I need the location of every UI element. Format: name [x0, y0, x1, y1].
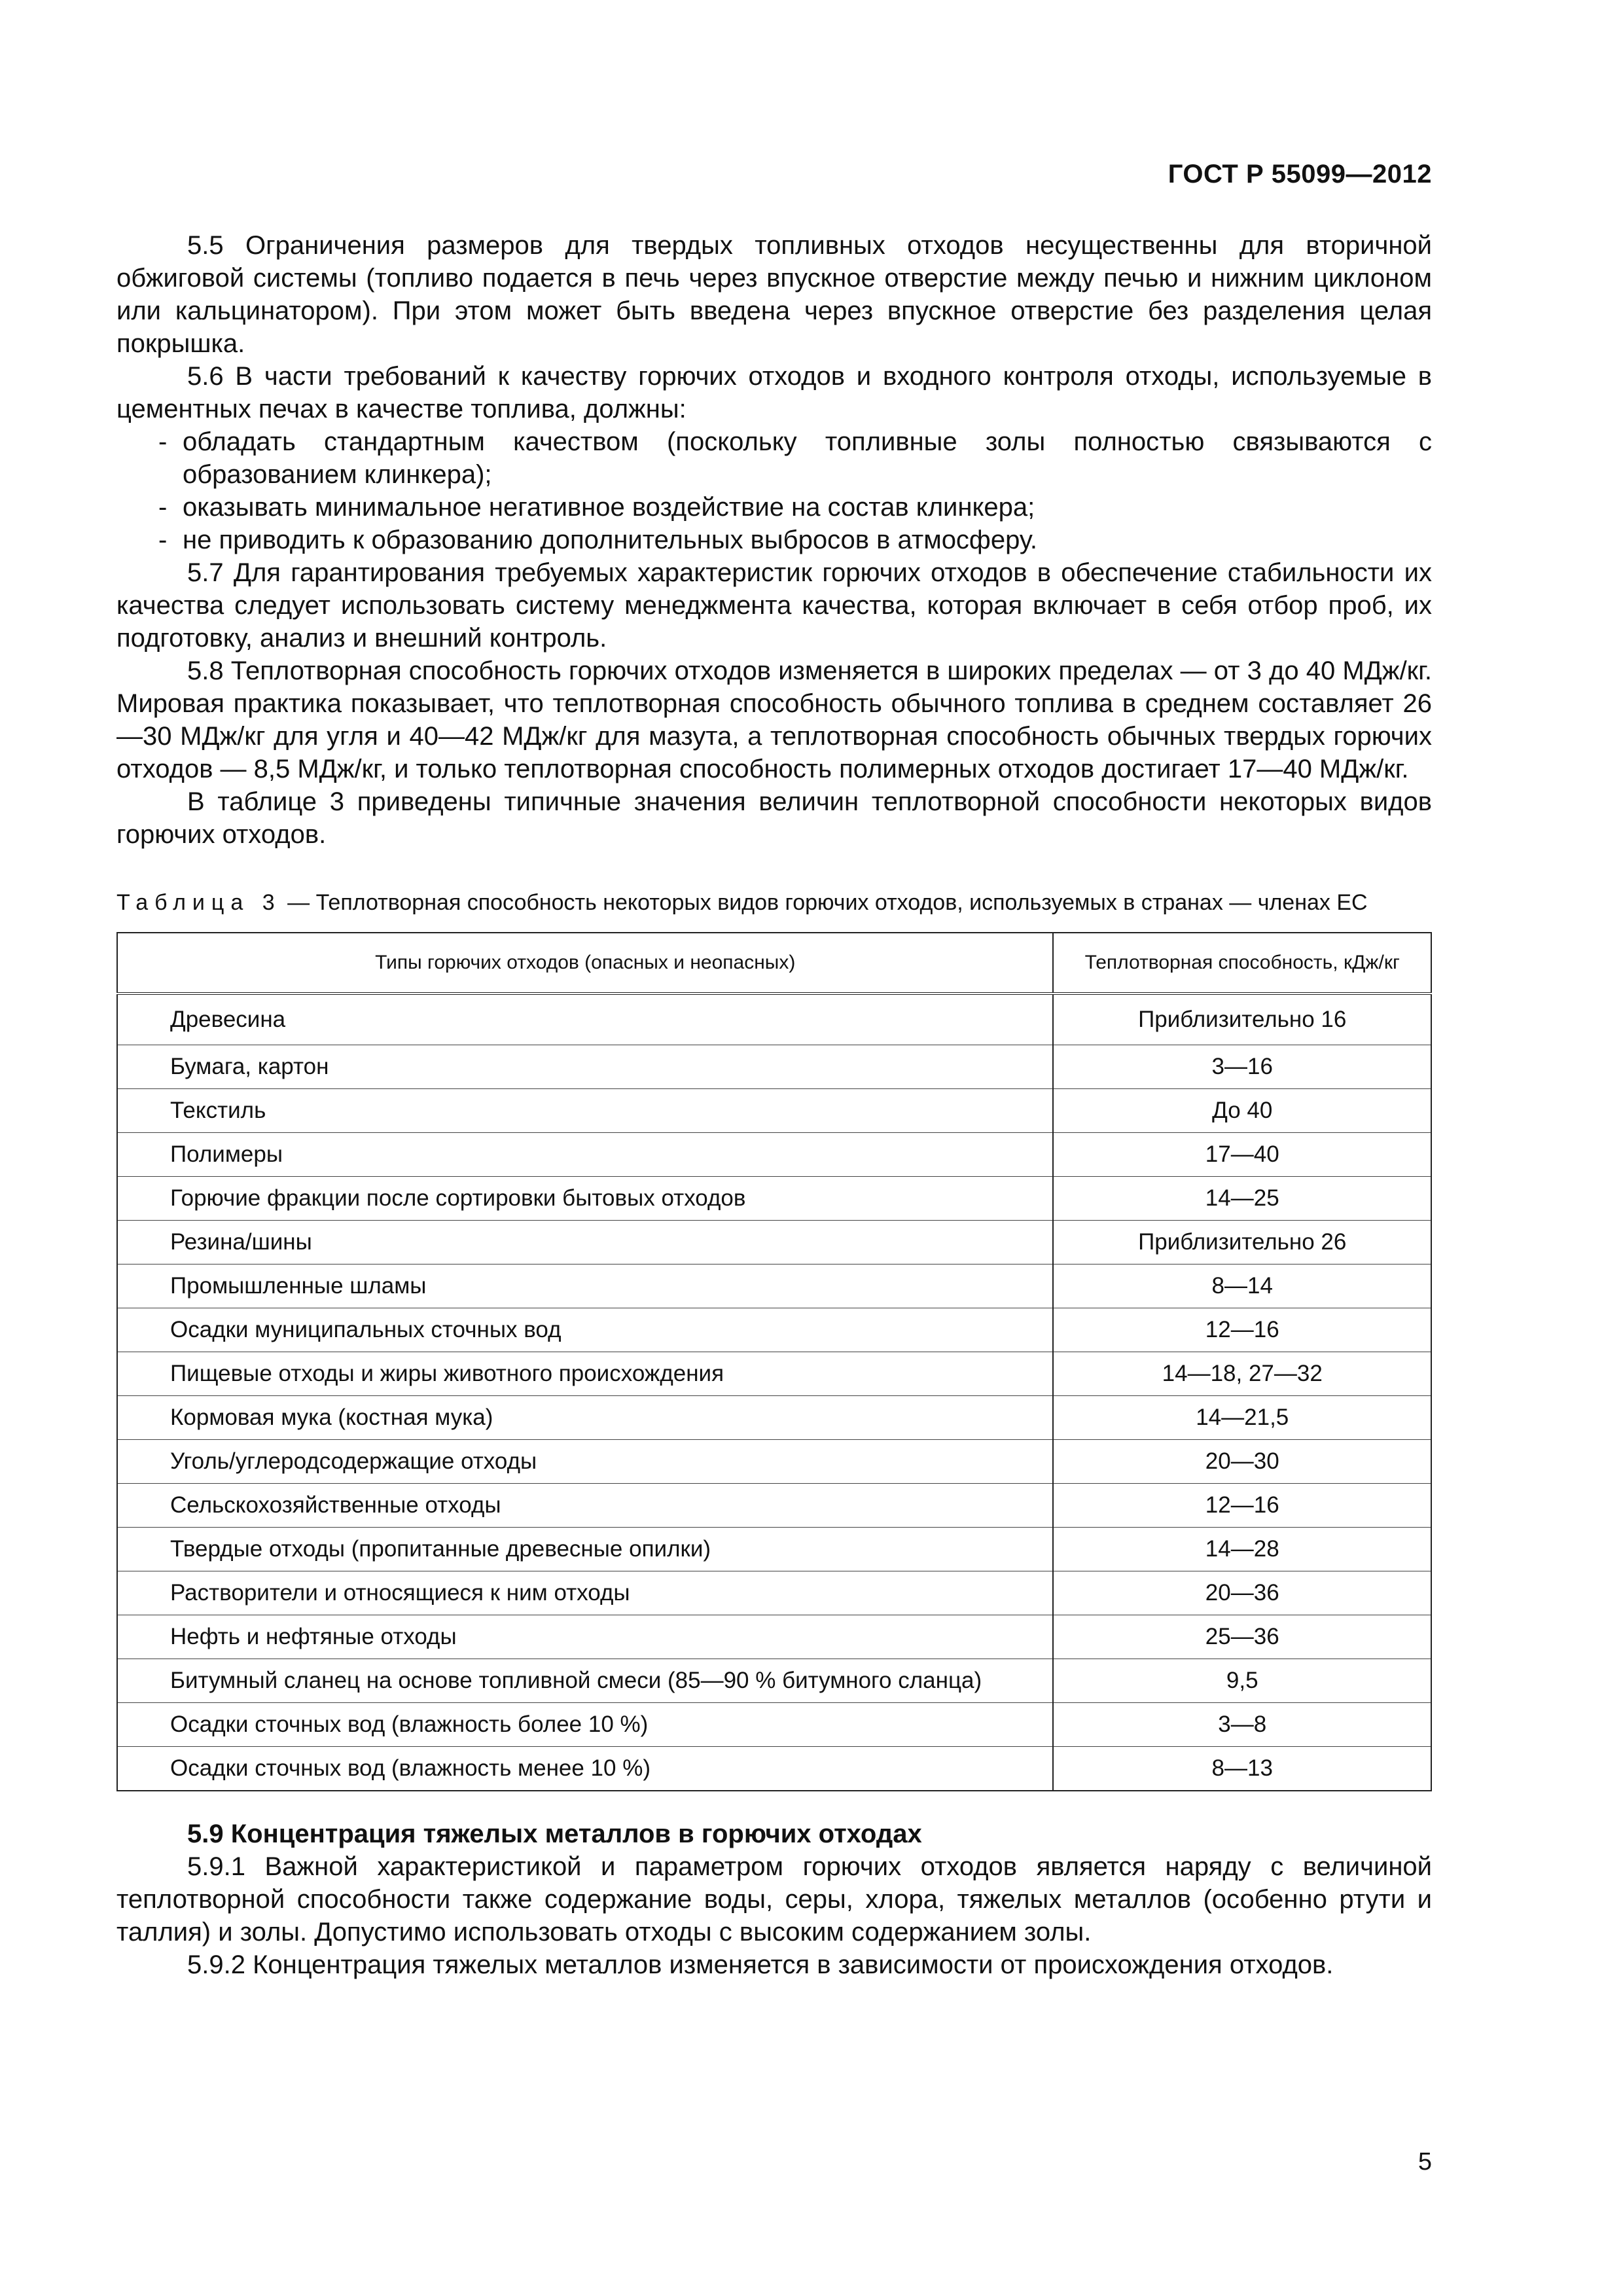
cell-waste-type: Резина/шины — [117, 1221, 1053, 1265]
cell-waste-type: Бумага, картон — [117, 1045, 1053, 1089]
table-row — [117, 994, 1431, 1045]
cell-heating-value: 9,5 — [1053, 1659, 1431, 1703]
cell-waste-type: Древесина — [117, 994, 1053, 1045]
cell-heating-value: 3—16 — [1053, 1045, 1431, 1089]
table-row — [117, 1089, 1431, 1133]
paragraph-5-6: 5.6 В части требований к качеству горючих отходов и входного контроля отходы, используемые в цементных печах в качестве топлива, должны: — [116, 362, 1432, 423]
section-5-9-title: 5.9 Концентрация тяжелых металлов в горючих отходах — [187, 1820, 922, 1848]
cell-waste-type: Горючие фракции после сортировки бытовых отходов — [117, 1177, 1053, 1221]
table-row — [117, 1747, 1431, 1791]
table-row — [117, 1440, 1431, 1484]
table-caption-text: — Теплотворная способность некоторых видов горючих отходов, используемых в странах — членах ЕС — [281, 890, 1368, 915]
table-row — [117, 1659, 1431, 1703]
cell-heating-value: 20—36 — [1053, 1571, 1431, 1615]
cell-waste-type: Растворители и относящиеся к ним отходы — [117, 1571, 1053, 1615]
cell-waste-type: Осадки сточных вод (влажность менее 10 %) — [117, 1747, 1053, 1791]
cell-waste-type: Осадки муниципальных сточных вод — [117, 1308, 1053, 1352]
table-row — [117, 1484, 1431, 1528]
cell-heating-value: Приблизительно 26 — [1053, 1221, 1431, 1265]
cell-heating-value: 17—40 — [1053, 1133, 1431, 1177]
table-row — [117, 1265, 1431, 1308]
cell-heating-value: До 40 — [1053, 1089, 1431, 1133]
table-row — [117, 1703, 1431, 1747]
cell-waste-type: Полимеры — [117, 1133, 1053, 1177]
cell-heating-value: 8—13 — [1053, 1747, 1431, 1791]
paragraph-5-9-1: 5.9.1 Важной характеристикой и параметром горючих отходов является наряду с величиной теплотворной способности также содержание воды, серы, хлора, тяжелых металлов (особенно ртути и таллия) и золы. Допустимо использовать отходы с высоким содержанием золы. — [116, 1852, 1432, 1946]
cell-waste-type: Сельскохозяйственные отходы — [117, 1484, 1053, 1528]
cell-waste-type: Твердые отходы (пропитанные древесные опилки) — [117, 1528, 1053, 1571]
column-header-waste-type: Типы горючих отходов (опасных и неопасных) — [117, 933, 1053, 994]
table-row — [117, 1571, 1431, 1615]
cell-waste-type: Кормовая мука (костная мука) — [117, 1396, 1053, 1440]
list-dash: - — [158, 493, 168, 522]
cell-heating-value: 25—36 — [1053, 1615, 1431, 1659]
heating-value-table — [116, 932, 1432, 1791]
cell-heating-value: Приблизительно 16 — [1053, 994, 1431, 1045]
table-row — [117, 1177, 1431, 1221]
table-row — [117, 1133, 1431, 1177]
paragraph-5-9-2: 5.9.2 Концентрация тяжелых металлов изменяется в зависимости от происхождения отходов. — [187, 1950, 1334, 1979]
table-row — [117, 1308, 1431, 1352]
paragraph-5-7: 5.7 Для гарантирования требуемых характеристик горючих отходов в обеспечение стабильности их качества следует использовать систему менеджмента качества, которая включает в себя отбор проб, их подготовку, анализ и внешний контроль. — [116, 558, 1432, 653]
cell-heating-value: 14—18, 27—32 — [1053, 1352, 1431, 1396]
table-row — [117, 1615, 1431, 1659]
list-item: - обладать стандартным качеством (поскольку топливные золы полностью связываются с образованием клинкера); — [116, 425, 1432, 491]
list-dash: - — [158, 427, 168, 456]
cell-heating-value: 12—16 — [1053, 1308, 1431, 1352]
cell-heating-value: 3—8 — [1053, 1703, 1431, 1747]
list-item: - не приводить к образованию дополнительных выбросов в атмосферу. — [116, 524, 1432, 556]
table-row — [117, 1352, 1431, 1396]
standard-header: ГОСТ Р 55099—2012 — [1168, 160, 1432, 188]
cell-waste-type: Нефть и нефтяные отходы — [117, 1615, 1053, 1659]
cell-heating-value: 12—16 — [1053, 1484, 1431, 1528]
cell-waste-type: Битумный сланец на основе топливной смеси (85—90 % битумного сланца) — [117, 1659, 1053, 1703]
table-caption — [116, 889, 1432, 916]
table-header-row — [117, 933, 1431, 994]
cell-waste-type: Пищевые отходы и жиры животного происхождения — [117, 1352, 1053, 1396]
paragraph-table-reference: В таблице 3 приведены типичные значения величин теплотворной способности некоторых видов горючих отходов. — [116, 787, 1432, 849]
list-item: - оказывать минимальное негативное воздействие на состав клинкера; — [116, 491, 1432, 524]
table-row — [117, 1045, 1431, 1089]
table-row — [117, 1396, 1431, 1440]
paragraph-5-5: 5.5 Ограничения размеров для твердых топливных отходов несущественны для вторичной обжиговой системы (топливо подается в печь через впускное отверстие между печью и нижним циклоном или кальцинатором). При этом может быть введена через впускное отверстие без разделения целая покрышка. — [116, 231, 1432, 358]
table-row — [117, 1528, 1431, 1571]
table-caption-label: Таблица 3 — [116, 890, 281, 915]
cell-heating-value: 20—30 — [1053, 1440, 1431, 1484]
page-number: 5 — [1418, 2148, 1432, 2176]
table-row — [117, 1221, 1431, 1265]
cell-heating-value: 14—28 — [1053, 1528, 1431, 1571]
list-dash: - — [158, 526, 168, 554]
cell-heating-value: 14—21,5 — [1053, 1396, 1431, 1440]
cell-waste-type: Осадки сточных вод (влажность более 10 %) — [117, 1703, 1053, 1747]
cell-waste-type: Уголь/углеродсодержащие отходы — [117, 1440, 1053, 1484]
cell-heating-value: 14—25 — [1053, 1177, 1431, 1221]
cell-waste-type: Текстиль — [117, 1089, 1053, 1133]
cell-waste-type: Промышленные шламы — [117, 1265, 1053, 1308]
document-body — [116, 229, 1432, 1981]
column-header-heating-value: Теплотворная способность, кДж/кг — [1053, 933, 1431, 994]
table-body — [117, 994, 1431, 1791]
cell-heating-value: 8—14 — [1053, 1265, 1431, 1308]
paragraph-5-8: 5.8 Теплотворная способность горючих отходов изменяется в широких пределах — от 3 до 40 МДж/кг. Мировая практика показывает, что теплотворная способность обычного топлива в среднем составляет 26—30 МДж/кг для угля и 40—42 МДж/кг для мазута, а теплотворная способность обычных твердых горючих отходов — 8,5 МДж/кг, и только теплотворная способность полимерных отходов достигает 17—40 МДж/кг. — [116, 656, 1432, 783]
